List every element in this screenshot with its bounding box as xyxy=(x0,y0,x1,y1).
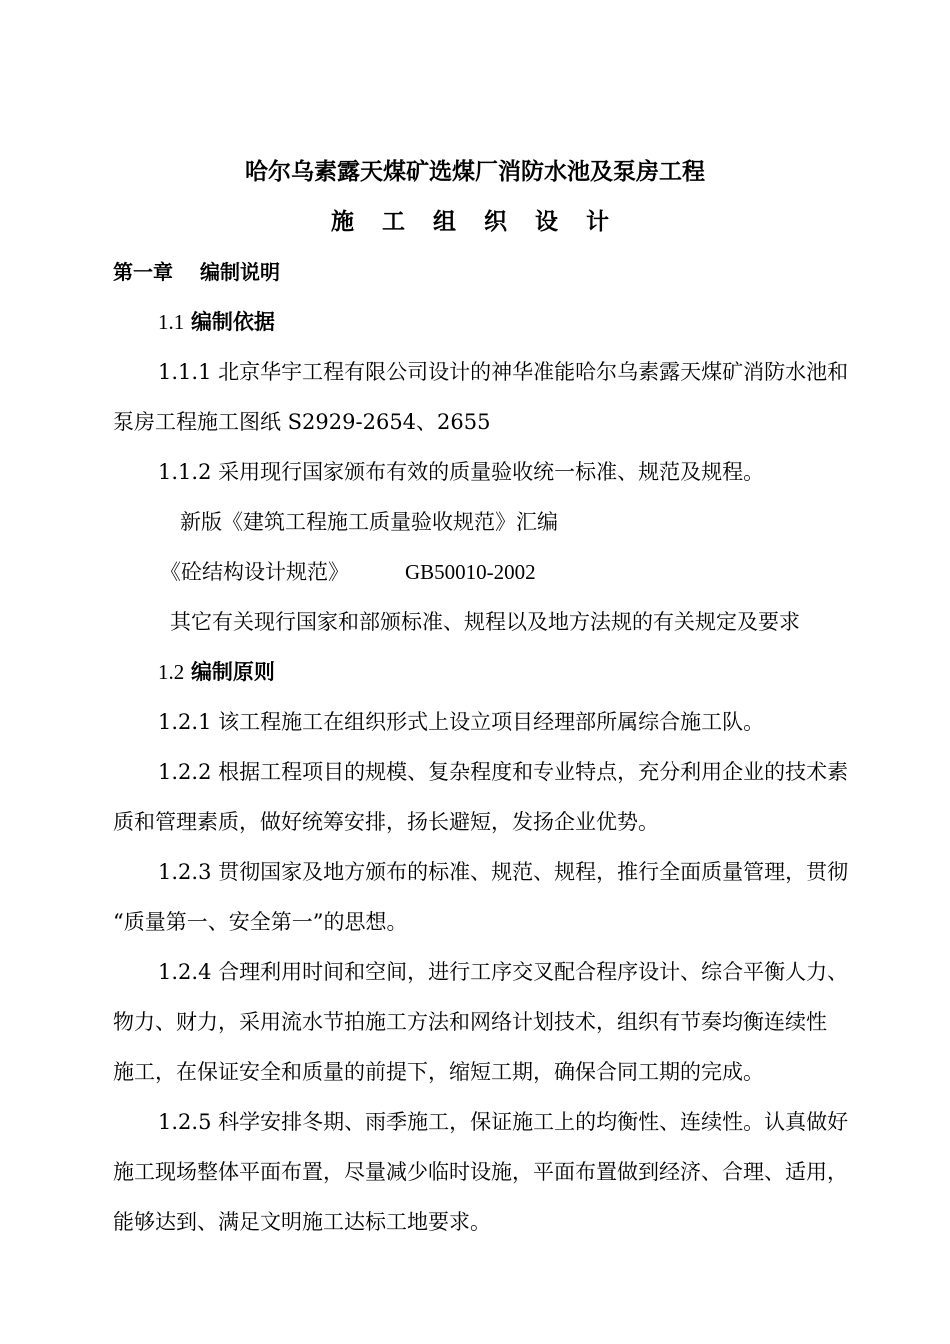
paragraph-line: 1.2.5 科学安排冬期、雨季施工，保证施工上的均衡性、连续性。认真做好 xyxy=(158,1110,849,1134)
paragraph-line: 新版《建筑工程施工质量验收规范》汇编 xyxy=(180,510,558,534)
section-heading-1-1 xyxy=(158,307,275,337)
paragraph-line: 质和管理素质，做好统筹安排，扬长避短，发扬企业优势。 xyxy=(113,810,659,834)
section-number: 1.2 xyxy=(158,660,185,684)
document-subtitle: 施 工 组 织 设 计 xyxy=(330,209,620,235)
paragraph-line: 施工，在保证安全和质量的前提下，缩短工期，确保合同工期的完成。 xyxy=(113,1060,764,1084)
standard-reference xyxy=(160,557,580,587)
paragraph-line: 施工现场整体平面布置，尽量减少临时设施，平面布置做到经济、合理、适用， xyxy=(113,1160,848,1184)
paragraph-line: 1.2.3 贯彻国家及地方颁布的标准、规范、规程，推行全面质量管理，贯彻 xyxy=(158,860,849,884)
paragraph-line: 1.2.2 根据工程项目的规模、复杂程度和专业特点，充分利用企业的技术素 xyxy=(158,760,849,784)
paragraph-line: 1.1.1 北京华宇工程有限公司设计的神华准能哈尔乌素露天煤矿消防水池和 xyxy=(158,360,849,384)
paragraph-line: 1.1.2 采用现行国家颁布有效的质量验收统一标准、规范及规程。 xyxy=(158,460,765,484)
paragraph-line: 能够达到、满足文明施工达标工地要求。 xyxy=(113,1210,491,1234)
paragraph-line: “质量第一、安全第一”的思想。 xyxy=(113,910,408,934)
paragraph-line: 其它有关现行国家和部颁标准、规程以及地方法规的有关规定及要求 xyxy=(170,610,800,634)
chapter-heading: 第一章 编制说明 xyxy=(113,260,280,284)
paragraph-line: 泵房工程施工图纸 S2929-2654、2655 xyxy=(113,410,491,434)
section-number: 1.1 xyxy=(158,310,185,334)
standard-name: 《砼结构设计规范》 xyxy=(160,560,349,584)
section-title: 编制原则 xyxy=(190,660,275,684)
document-title: 哈尔乌素露天煤矿选煤厂消防水池及泵房工程 xyxy=(245,159,705,185)
section-heading-1-2 xyxy=(158,657,275,687)
section-title: 编制依据 xyxy=(190,310,275,334)
paragraph-line: 1.2.4 合理利用时间和空间，进行工序交叉配合程序设计、综合平衡人力、 xyxy=(158,960,849,984)
paragraph-line: 物力、财力，采用流水节拍施工方法和网络计划技术，组织有节奏均衡连续性 xyxy=(113,1010,827,1034)
paragraph-line: 1.2.1 该工程施工在组织形式上设立项目经理部所属综合施工队。 xyxy=(158,710,765,734)
standard-code: GB50010-2002 xyxy=(405,560,536,584)
